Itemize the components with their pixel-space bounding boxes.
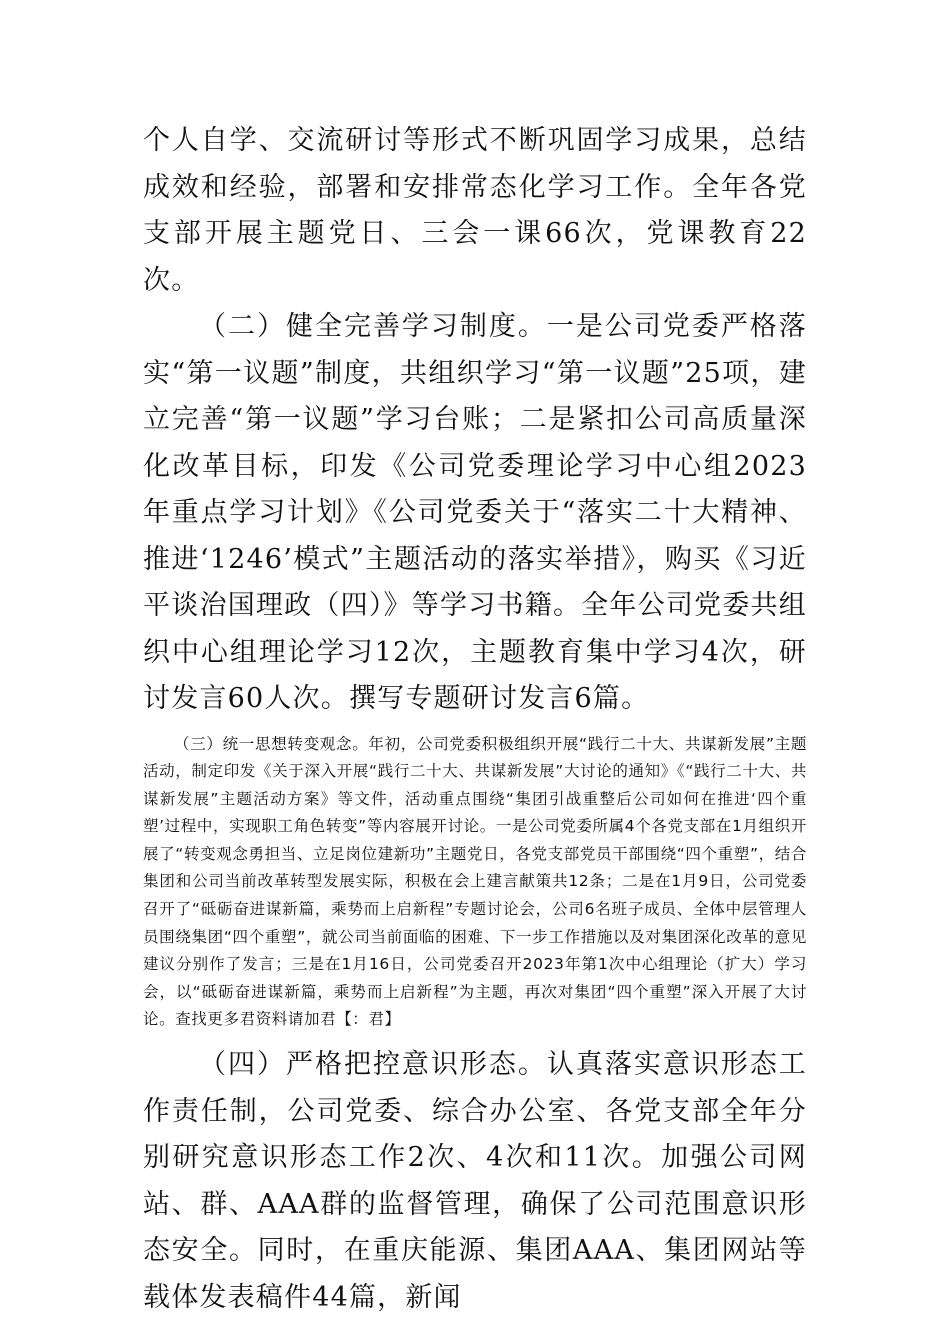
paragraph-section-3: （三）统一思想转变观念。年初，公司党委积极组织开展“践行二十大、共谋新发展”主题活动，制定印发《关于深入开展“践行二十大、共谋新发展”大讨论的通知》《“践行二十大、共谋新发展”主题活动方案》等文件，活动重点围绕“集团引战重整后公司如何在推进‘四个重塑’过程中，实现职工角色转变”等内容展开讨论。一是公司党委所属4个各党支部在1月组织开展了“转变观念勇担当、立足岗位建新功”主题党日，各党支部党员干部围绕“四个重塑”，结合集团和公司当前改革转型发展实际，积极在会上建言献策共12条；二是在1月9日，公司党委召开了“砥砺奋进谋新篇，乘势而上启新程”专题讨论会，公司6名班子成员、全体中层管理人员围绕集团“四个重塑”，就公司当前面临的困难、下一步工作措施以及对集团深化改革的意见建议分别作了发言；三是在1月16日，公司党委召开2023年第1次中心组理论（扩大）学习会，以“砥砺奋进谋新篇，乘势而上启新程”为主题，再次对集团“四个重塑”深入开展了大讨论。查找更多君资料请加君【：君】 bbox=[143, 734, 807, 1029]
paragraph-section-4: （四）严格把控意识形态。认真落实意识形态工作责任制，公司党委、综合办公室、各党支部全年分别研究意识形态工作2次、4次和11次。加强公司网站、群、AAA群的监督管理，确保了公司范围意识形态安全。同时，在重庆能源、集团AAA、集团网站等载体发表稿件44篇，新闻 bbox=[143, 1049, 807, 1313]
paragraph-section-2: （二）健全完善学习制度。一是公司党委严格落实“第一议题”制度，共组织学习“第一议题”25项，建立完善“第一议题”学习台账；二是紧扣公司高质量深化改革目标，印发《公司党委理论学习中心组2023年重点学习计划》《公司党委关于“落实二十大精神、推进‘1246’模式”主题活动的落实举措》，购买《习近平谈治国理政（四）》等学习书籍。全年公司党委共组织中心组理论学习12次，主题教育集中学习4次，研讨发言60人次。撰写专题研讨发言6篇。 bbox=[143, 311, 807, 714]
document-body bbox=[143, 118, 807, 1321]
paragraph-continuation: 个人自学、交流研讨等形式不断巩固学习成果，总结成效和经验，部署和安排常态化学习工作。全年各党支部开展主题党日、三会一课66次，党课教育22次。 bbox=[143, 125, 807, 296]
